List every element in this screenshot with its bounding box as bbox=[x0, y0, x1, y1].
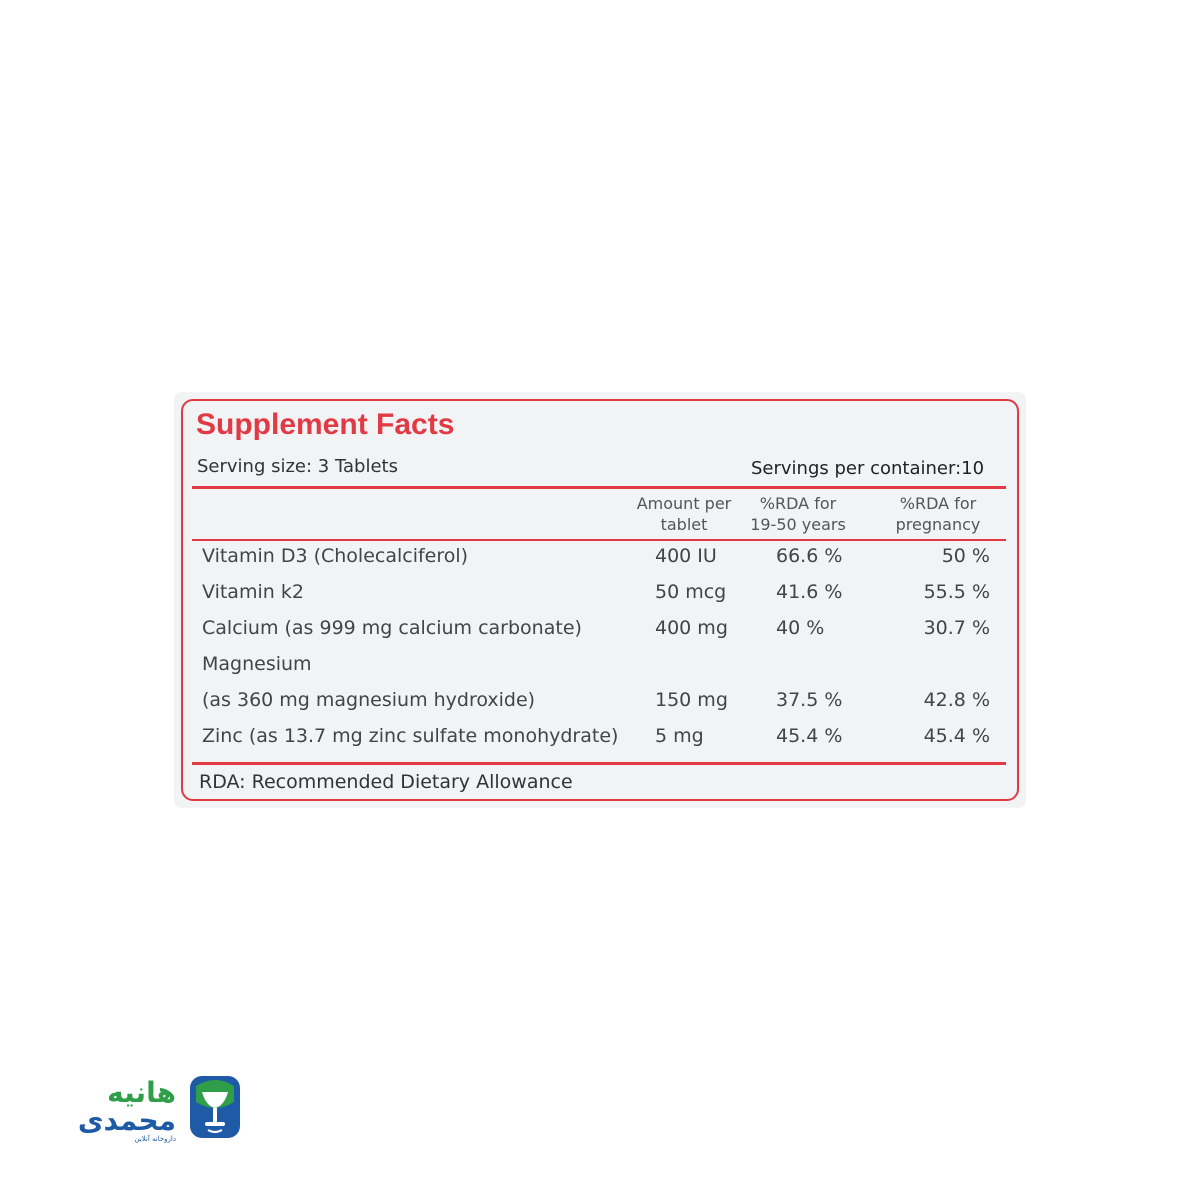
logo-line-1: هانیه bbox=[107, 1076, 176, 1109]
nutrient-rda-adult: 66.6 % bbox=[776, 545, 843, 567]
nutrient-name: Calcium (as 999 mg calcium carbonate) bbox=[202, 617, 582, 639]
table-row bbox=[174, 648, 1026, 684]
logo-line-3: داروخانه آنلاین bbox=[134, 1135, 176, 1143]
nutrient-rda-adult: 40 % bbox=[776, 617, 825, 639]
nutrient-rda-adult: 45.4 % bbox=[776, 725, 843, 747]
table-row bbox=[174, 540, 1026, 576]
divider-top bbox=[192, 486, 1006, 489]
nutrient-amount: 150 mg bbox=[655, 689, 728, 711]
nutrient-name: Zinc (as 13.7 mg zinc sulfate monohydrate) bbox=[202, 725, 619, 747]
nutrient-rda-pregnancy: 45.4 % bbox=[923, 725, 990, 747]
table-row bbox=[174, 684, 1026, 720]
nutrient-amount: 400 mg bbox=[655, 617, 728, 639]
serving-size: Serving size: 3 Tablets bbox=[197, 456, 398, 477]
column-header-rda-pregnancy: %RDA for pregnancy bbox=[895, 494, 981, 534]
label-title: Supplement Facts bbox=[196, 408, 455, 441]
nutrient-rda-pregnancy: 42.8 % bbox=[923, 689, 990, 711]
pharmacy-logo bbox=[56, 1072, 246, 1144]
nutrient-rda-pregnancy: 55.5 % bbox=[923, 581, 990, 603]
nutrient-rda-pregnancy: 30.7 % bbox=[923, 617, 990, 639]
nutrient-name: Vitamin D3 (Cholecalciferol) bbox=[202, 545, 469, 567]
nutrient-rda-pregnancy: 50 % bbox=[941, 545, 990, 567]
column-header-rda-adult: %RDA for 19-50 years bbox=[750, 494, 846, 534]
nutrient-rda-adult: 41.6 % bbox=[776, 581, 843, 603]
servings-per-container: Servings per container:10 bbox=[751, 458, 985, 479]
rda-footnote: RDA: Recommended Dietary Allowance bbox=[199, 771, 573, 793]
column-header-amount: Amount per tablet bbox=[636, 494, 732, 534]
supplement-facts-label bbox=[174, 392, 1026, 808]
nutrient-amount: 5 mg bbox=[655, 725, 704, 747]
nutrient-rda-adult: 37.5 % bbox=[776, 689, 843, 711]
nutrient-amount: 400 IU bbox=[655, 545, 717, 567]
logo-line-2: محمدی bbox=[77, 1104, 176, 1137]
pharmacy-cup-icon bbox=[190, 1076, 240, 1138]
nutrient-name: (as 360 mg magnesium hydroxide) bbox=[202, 689, 536, 711]
nutrient-name: Magnesium bbox=[202, 653, 312, 675]
divider-bottom bbox=[192, 762, 1006, 765]
nutrient-name: Vitamin k2 bbox=[202, 581, 304, 603]
table-row bbox=[174, 612, 1026, 648]
table-row bbox=[174, 576, 1026, 612]
table-row bbox=[174, 720, 1026, 756]
nutrient-amount: 50 mcg bbox=[655, 581, 727, 603]
